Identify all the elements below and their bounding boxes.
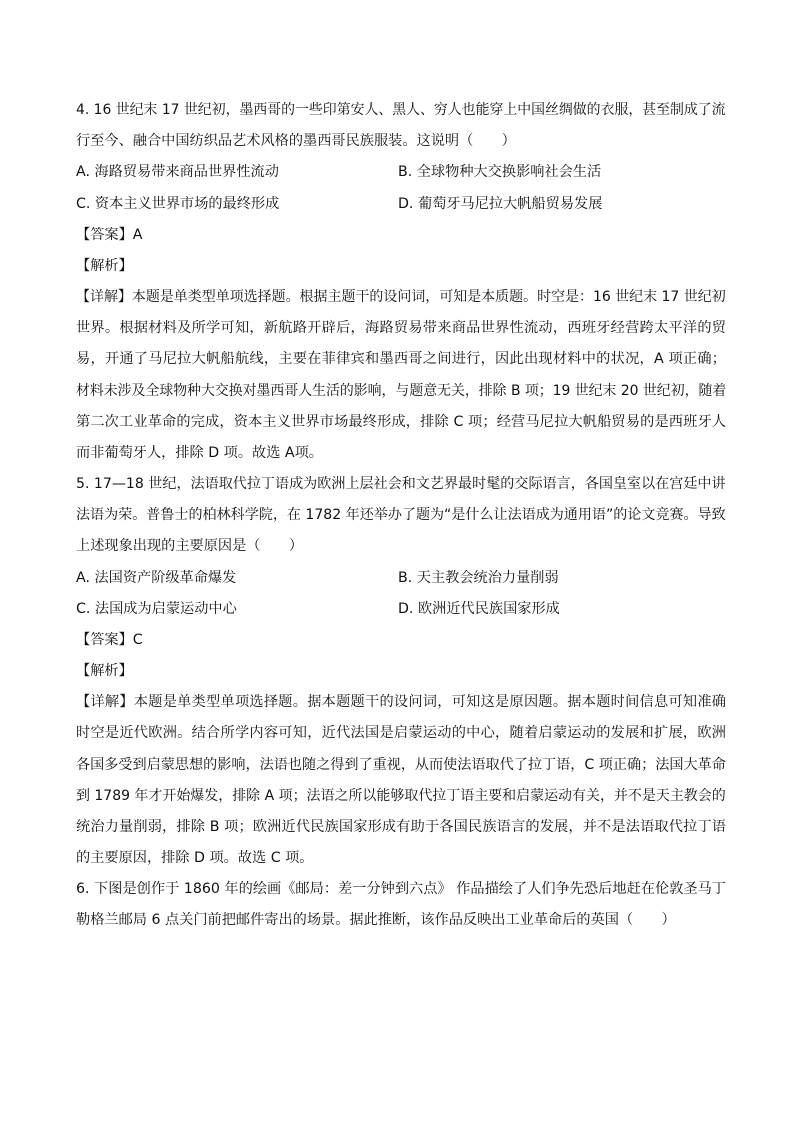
question-4-stem-line-2: 行至今、融合中国纺织品艺术风格的墨西哥民族服装。这说明（ ）	[76, 133, 516, 149]
question-4-option-c: C. 资本主义世界市场的最终形成	[76, 196, 280, 212]
question-4-detail-line-2: 世界。根据材料及所学可知，新航路开辟后，海路贸易带来商品世界性流动，西班牙经营跨太平洋的贸	[76, 320, 726, 336]
question-5-detail-line-5: 统治力量削弱，排除 B 项；欧洲近代民族国家形成有助于各国民族语言的发展，并不是法语取代拉丁语	[76, 819, 726, 835]
question-4-detail-line-4: 材料未涉及全球物种大交换对墨西哥人生活的影响，与题意无关，排除 B 项；19 世纪末 20 世纪初，随着	[76, 383, 727, 399]
question-4-detail-line-6: 而非葡萄牙人，排除 D 项。故选 A项。	[76, 445, 323, 461]
question-4-detail-line-5: 第二次工业革命的完成，资本主义世界市场最终形成，排除 C 项；经营马尼拉大帆船贸易的是西班牙人	[76, 414, 726, 430]
question-4-option-a: A. 海路贸易带来商品世界性流动	[76, 164, 279, 180]
question-5-stem-line-3: 上述现象出现的主要原因是（ ）	[76, 538, 304, 554]
question-5-option-b: B. 天主教会统治力量削弱	[398, 570, 559, 586]
question-5-detail-line-4: 到 1789 年才开始爆发，排除 A 项；法语之所以能够取代拉丁语主要和启蒙运动有关，并不是天主教会的	[76, 788, 726, 804]
question-5-option-c: C. 法国成为启蒙运动中心	[76, 601, 237, 617]
question-6-stem-line-1: 6. 下图是创作于 1860 年的绘画《邮局：差一分钟到六点》 作品描绘了人们争先恐后地赶在伦敦圣马丁	[76, 881, 726, 897]
question-5-detail-line-6: 的主要原因，排除 D 项。故选 C 项。	[76, 850, 314, 866]
question-4-option-d: D. 葡萄牙马尼拉大帆船贸易发展	[398, 196, 603, 212]
question-4-detail-line-3: 易，开通了马尼拉大帆船航线，主要在菲律宾和墨西哥之间进行，因此出现材料中的状况，A 项正确；	[76, 351, 726, 367]
question-5-option-a: A. 法国资产阶级革命爆发	[76, 570, 237, 586]
question-5-detail-line-3: 各国多受到启蒙思想的影响，法语也随之得到了重视，从而使法语取代了拉丁语，C 项正确；法国大革命	[76, 757, 726, 773]
question-5-stem-line-2: 法语为荣。普鲁士的柏林科学院，在 1782 年还举办了题为“是什么让法语成为通用语”的论文竞赛。导致	[76, 507, 726, 523]
question-5-detail-line-2: 时空是近代欧洲。结合所学内容可知，近代法国是启蒙运动的中心，随着启蒙运动的发展和扩展，欧洲	[76, 725, 726, 741]
question-4-detail-line-1: 【详解】本题是单类型单项选择题。根据主题干的设问词，可知是本质题。时空是：16 世纪末 17 世纪初	[76, 289, 726, 305]
question-5-stem-line-1: 5. 17—18 世纪，法语取代拉丁语成为欧洲上层社会和文艺界最时髦的交际语言，各国皇室以在宫廷中讲	[76, 476, 726, 492]
question-4-answer: 【答案】A	[76, 227, 143, 243]
question-6-stem-line-2: 勒格兰邮局 6 点关门前把邮件寄出的场景。据此推断，该作品反映出工业革命后的英国（ ）	[76, 912, 676, 928]
question-5-analysis-label: 【解析】	[76, 663, 133, 679]
question-5-answer: 【答案】C	[76, 632, 143, 648]
question-5-detail-line-1: 【详解】本题是单类型单项选择题。据本题题干的设问词，可知这是原因题。据本题时间信息可知准确	[76, 694, 726, 710]
question-4-option-b: B. 全球物种大交换影响社会生活	[398, 164, 602, 180]
question-4-analysis-label: 【解析】	[76, 258, 133, 274]
question-5-option-d: D. 欧洲近代民族国家形成	[398, 601, 560, 617]
question-4-stem-line-1: 4. 16 世纪末 17 世纪初，墨西哥的一些印第安人、黑人、穷人也能穿上中国丝绸做的衣服，甚至制成了流	[76, 102, 726, 118]
